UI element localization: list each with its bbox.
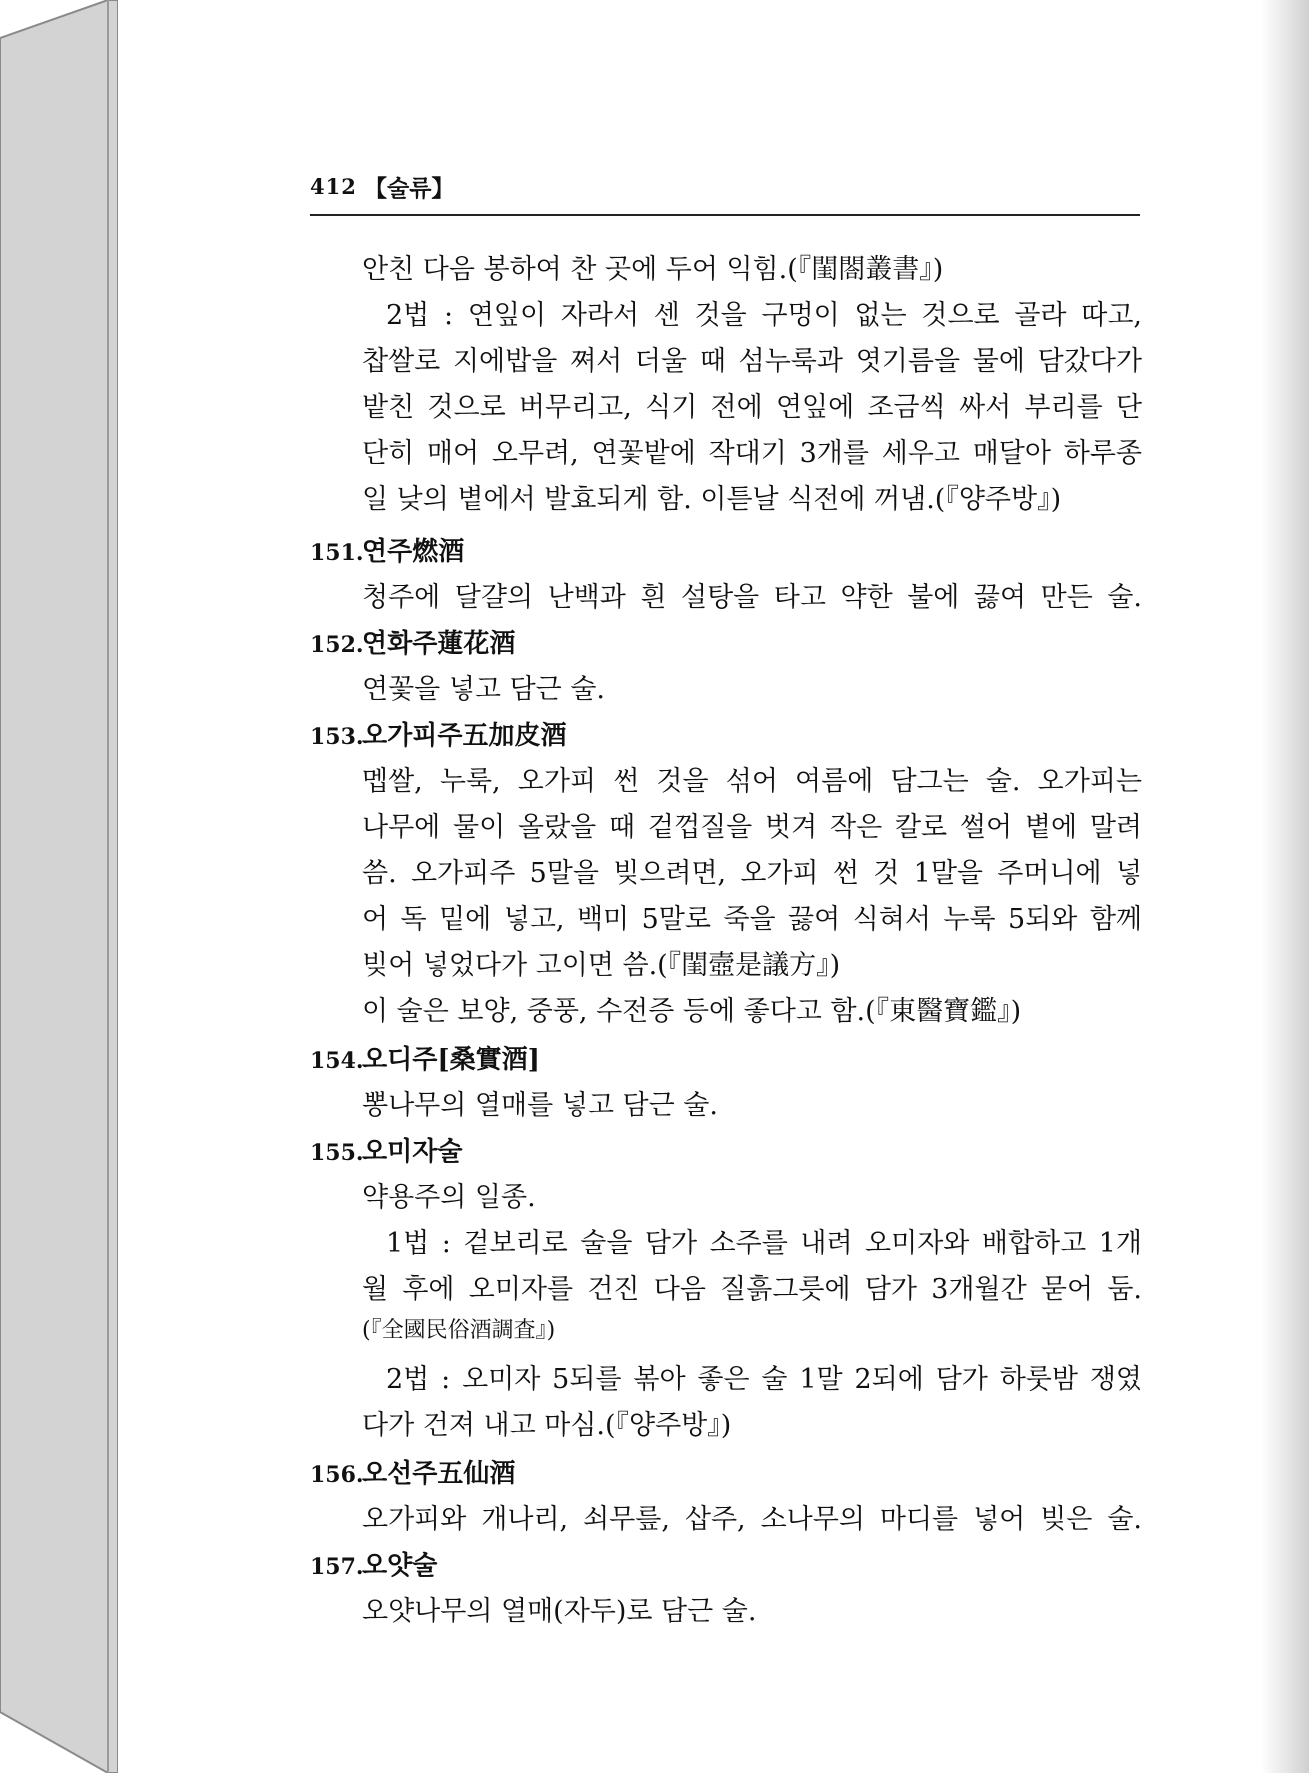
text-line: 2법 : 연잎이 자라서 센 것을 구멍이 없는 것으로 골라 따고, bbox=[386, 300, 1142, 331]
entry-heading-151 bbox=[310, 531, 464, 568]
entry-heading-152 bbox=[310, 623, 515, 660]
entry-heading-153 bbox=[310, 715, 566, 752]
entry-title: 오미자술 bbox=[362, 1137, 463, 1167]
entry-title: 오선주五仙酒 bbox=[362, 1459, 516, 1489]
text-line: 오얏나무의 열매(자두)로 담근 술. bbox=[362, 1596, 757, 1627]
text-line: 월 후에 오미자를 건진 다음 질흙그릇에 담가 3개월간 묻어 둠. bbox=[362, 1274, 1142, 1305]
text-line: 빚어 넣었다가 고이면 씀.(『閨壼是議方』) bbox=[362, 950, 841, 981]
entry-title: 연주燃酒 bbox=[362, 537, 465, 567]
text-line: 1법 : 겉보리로 술을 담가 소주를 내려 오미자와 배합하고 1개 bbox=[386, 1228, 1142, 1259]
text-line: 뽕나무의 열매를 넣고 담근 술. bbox=[362, 1090, 718, 1121]
page-edge-shadow bbox=[1261, 0, 1309, 1773]
text-line: 2법 : 오미자 5되를 볶아 좋은 술 1말 2되에 담가 하룻밤 쟁였 bbox=[386, 1364, 1142, 1395]
entry-heading-156 bbox=[310, 1453, 515, 1490]
text-line: 오가피와 개나리, 쇠무릎, 삽주, 소나무의 마디를 넣어 빚은 술. bbox=[362, 1504, 1142, 1535]
entry-heading-155 bbox=[310, 1131, 462, 1168]
entry-title: 오디주[桑實酒] bbox=[362, 1045, 540, 1075]
text-line: 약용주의 일종. bbox=[362, 1182, 536, 1213]
entry-number: 157. bbox=[310, 1554, 364, 1580]
page-number: 412 bbox=[310, 174, 357, 199]
text-line: 단히 매어 오무려, 연꽃밭에 작대기 3개를 세우고 매달아 하루종 bbox=[362, 438, 1142, 469]
text-line: 청주에 달걀의 난백과 흰 설탕을 타고 약한 불에 끓여 만든 술. bbox=[362, 582, 1142, 613]
page-header bbox=[310, 170, 1140, 216]
text-line: 어 독 밑에 넣고, 백미 5말로 죽을 끓여 식혀서 누룩 5되와 함께 bbox=[362, 904, 1142, 935]
entry-number: 151. bbox=[310, 540, 364, 566]
text-line: 연꽃을 넣고 담근 술. bbox=[362, 674, 605, 705]
entry-title: 연화주蓮花酒 bbox=[362, 629, 516, 659]
section-title: 【술류】 bbox=[364, 175, 455, 202]
text-line: 다가 건져 내고 마심.(『양주방』) bbox=[362, 1410, 732, 1441]
text-line: 씀. 오가피주 5말을 빚으려면, 오가피 썬 것 1말을 주머니에 넣 bbox=[362, 858, 1142, 889]
entry-heading-154 bbox=[310, 1039, 540, 1076]
text-line: 안친 다음 봉하여 찬 곳에 두어 익힘.(『閨閤叢書』) bbox=[362, 254, 944, 285]
entry-number: 156. bbox=[310, 1462, 364, 1488]
text-line: 일 낮의 볕에서 발효되게 함. 이튿날 식전에 꺼냄.(『양주방』) bbox=[362, 484, 1062, 515]
entry-heading-157 bbox=[310, 1545, 437, 1582]
text-line: 밭친 것으로 버무리고, 식기 전에 연잎에 조금씩 싸서 부리를 단 bbox=[362, 392, 1142, 423]
entry-number: 154. bbox=[310, 1048, 364, 1074]
entry-number: 155. bbox=[310, 1140, 364, 1166]
entry-number: 153. bbox=[310, 724, 364, 750]
text-line: 멥쌀, 누룩, 오가피 썬 것을 섞어 여름에 담그는 술. 오가피는 bbox=[362, 766, 1142, 797]
text-line: 나무에 물이 올랐을 때 겉껍질을 벗겨 작은 칼로 썰어 볕에 말려 bbox=[362, 812, 1142, 843]
entry-number: 152. bbox=[310, 632, 364, 658]
text-line: (『全國民俗酒調査』) bbox=[362, 1318, 556, 1343]
text-line: 이 술은 보양, 중풍, 수전증 등에 좋다고 함.(『東醫寶鑑』) bbox=[362, 996, 1022, 1027]
text-line: 찹쌀로 지에밥을 쪄서 더울 때 섬누룩과 엿기름을 물에 담갔다가 bbox=[362, 346, 1142, 377]
entry-title: 오가피주五加皮酒 bbox=[362, 721, 567, 751]
entry-title: 오얏술 bbox=[362, 1551, 438, 1581]
